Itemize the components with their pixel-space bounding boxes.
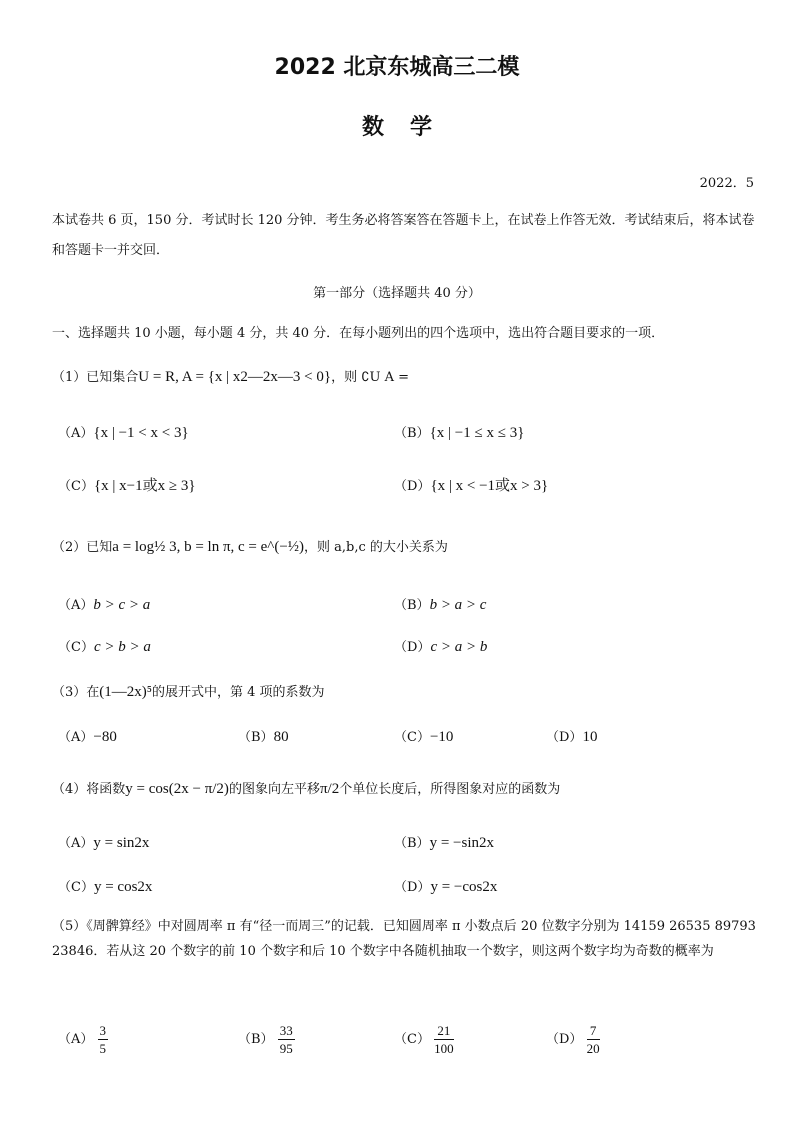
question-1-option-b bbox=[394, 422, 524, 442]
fraction bbox=[98, 1022, 109, 1057]
option-label: （C） bbox=[58, 880, 94, 895]
question-1-number: （1）已知集合 bbox=[52, 370, 139, 385]
question-4-option-c bbox=[58, 876, 152, 896]
question-3-option-b bbox=[238, 726, 289, 746]
question-4-mid: 的图象向左平移 bbox=[228, 782, 320, 797]
option-label: （C） bbox=[394, 1032, 430, 1047]
denominator: 20 bbox=[586, 1041, 600, 1056]
question-1-set-expression: U = R, A = {x | x2—2x—3 < 0} bbox=[138, 369, 332, 385]
question-1-tail: ，则 ∁U A = bbox=[331, 370, 409, 385]
option-label: （D） bbox=[546, 730, 583, 745]
question-3-number: （3）在 bbox=[52, 685, 100, 700]
question-2-option-d bbox=[394, 636, 487, 656]
question-1-option-d bbox=[394, 474, 548, 495]
subject-title: 数学 bbox=[361, 115, 458, 140]
option-text: {x | −1 ≤ x ≤ 3} bbox=[429, 425, 525, 441]
option-text: −10 bbox=[429, 729, 454, 745]
question-3-option-d bbox=[546, 726, 597, 746]
question-1 bbox=[52, 366, 409, 386]
option-text: y = −sin2x bbox=[429, 835, 494, 851]
question-4-tail: 个单位长度后，所得图象对应的函数为 bbox=[339, 782, 561, 797]
numerator: 7 bbox=[587, 1022, 600, 1040]
option-label: （B） bbox=[394, 598, 430, 613]
question-3-option-c bbox=[394, 726, 453, 746]
fraction bbox=[278, 1022, 295, 1057]
numerator: 21 bbox=[434, 1022, 454, 1040]
fraction bbox=[587, 1022, 600, 1057]
option-label: （D） bbox=[546, 1032, 583, 1047]
question-4 bbox=[52, 778, 560, 798]
question-2-option-c bbox=[58, 636, 151, 656]
option-label: （A） bbox=[58, 836, 94, 851]
option-text: y = −cos2x bbox=[430, 879, 498, 895]
exam-date: 2022．5 bbox=[699, 176, 754, 191]
option-label: （C） bbox=[58, 640, 94, 655]
question-3-tail: 的展开式中，第 4 项的系数为 bbox=[152, 685, 325, 700]
option-text: {x | x < −1或x > 3} bbox=[430, 478, 549, 494]
numerator: 3 bbox=[99, 1023, 107, 1038]
option-text: b > c > a bbox=[93, 597, 151, 613]
question-2-number: （2）已知 bbox=[52, 540, 113, 555]
option-text: {x | −1 < x < 3} bbox=[93, 425, 189, 441]
denominator: 95 bbox=[279, 1041, 293, 1056]
option-text: 10 bbox=[582, 729, 598, 745]
exam-title: 2022 北京东城高三二模 bbox=[274, 55, 520, 80]
question-5-option-a bbox=[58, 1022, 108, 1057]
question-2-option-a bbox=[58, 594, 150, 614]
question-1-option-c bbox=[58, 474, 196, 495]
option-label: （D） bbox=[394, 880, 431, 895]
option-label: （B） bbox=[394, 426, 430, 441]
question-5-option-d bbox=[546, 1022, 600, 1057]
question-3 bbox=[52, 681, 325, 701]
option-label: （B） bbox=[238, 730, 274, 745]
option-label: （D） bbox=[394, 479, 431, 494]
question-2-tail: ，则 a,b,c 的大小关系为 bbox=[304, 540, 448, 555]
option-label: （C） bbox=[58, 479, 94, 494]
question-5: （5）《周髀算经》中对圆周率 π 有“径一而周三”的记载．已知圆周率 π 小数点后 20 位数字分别为 14159 26535 89793 23846．若从这 20 个数字的前 10 个数字和后 10 个数字中各随机抽取一个数字，则这两个数字均为奇数的概率为 bbox=[52, 919, 756, 959]
part-one-heading: 第一部分（选择题共 40 分） bbox=[313, 286, 481, 301]
question-4-option-d bbox=[394, 876, 497, 896]
option-label: （D） bbox=[394, 640, 431, 655]
denominator: 100 bbox=[434, 1041, 454, 1056]
option-text: 80 bbox=[273, 729, 289, 745]
option-label: （A） bbox=[58, 426, 94, 441]
exam-instructions: 本试卷共 6 页，150 分．考试时长 120 分钟．考生务必将答案答在答题卡上，在试卷上作答无效．考试结束后，将本试卷和答题卡一并交回． bbox=[52, 213, 755, 258]
question-4-number: （4）将函数 bbox=[52, 782, 126, 797]
question-5-option-b bbox=[238, 1022, 295, 1057]
question-2-expression: a = log½ 3, b = ln π, c = e^(−½) bbox=[112, 539, 305, 555]
section-one-instructions: 一、选择题共 10 小题，每小题 4 分，共 40 分．在每小题列出的四个选项中，选出符合题目要求的一项． bbox=[52, 326, 665, 341]
question-4-expression: y = cos(2x − π/2) bbox=[125, 781, 229, 797]
option-text: y = sin2x bbox=[93, 835, 150, 851]
option-text: −80 bbox=[93, 729, 117, 745]
option-text: b > a > c bbox=[429, 597, 487, 613]
question-1-option-a bbox=[58, 422, 189, 442]
question-4-option-a bbox=[58, 832, 149, 852]
option-text: c > a > b bbox=[430, 639, 488, 655]
option-label: （A） bbox=[58, 1032, 94, 1047]
numerator: 33 bbox=[279, 1023, 293, 1038]
option-label: （A） bbox=[58, 598, 94, 613]
question-3-expression: (1—2x)⁵ bbox=[99, 684, 153, 700]
option-label: （B） bbox=[238, 1032, 274, 1047]
question-4-option-b bbox=[394, 832, 494, 852]
option-text: {x | x−1或x ≥ 3} bbox=[93, 478, 196, 494]
option-text: c > b > a bbox=[93, 639, 151, 655]
denominator: 5 bbox=[99, 1041, 107, 1056]
question-2 bbox=[52, 536, 448, 556]
option-label: （C） bbox=[394, 730, 430, 745]
option-label: （A） bbox=[58, 730, 94, 745]
question-4-shift: π/2 bbox=[319, 781, 340, 797]
option-text: y = cos2x bbox=[93, 879, 153, 895]
fraction bbox=[434, 1022, 454, 1057]
question-2-option-b bbox=[394, 594, 486, 614]
option-label: （B） bbox=[394, 836, 430, 851]
question-5-option-c bbox=[394, 1022, 454, 1057]
question-3-option-a bbox=[58, 726, 117, 746]
